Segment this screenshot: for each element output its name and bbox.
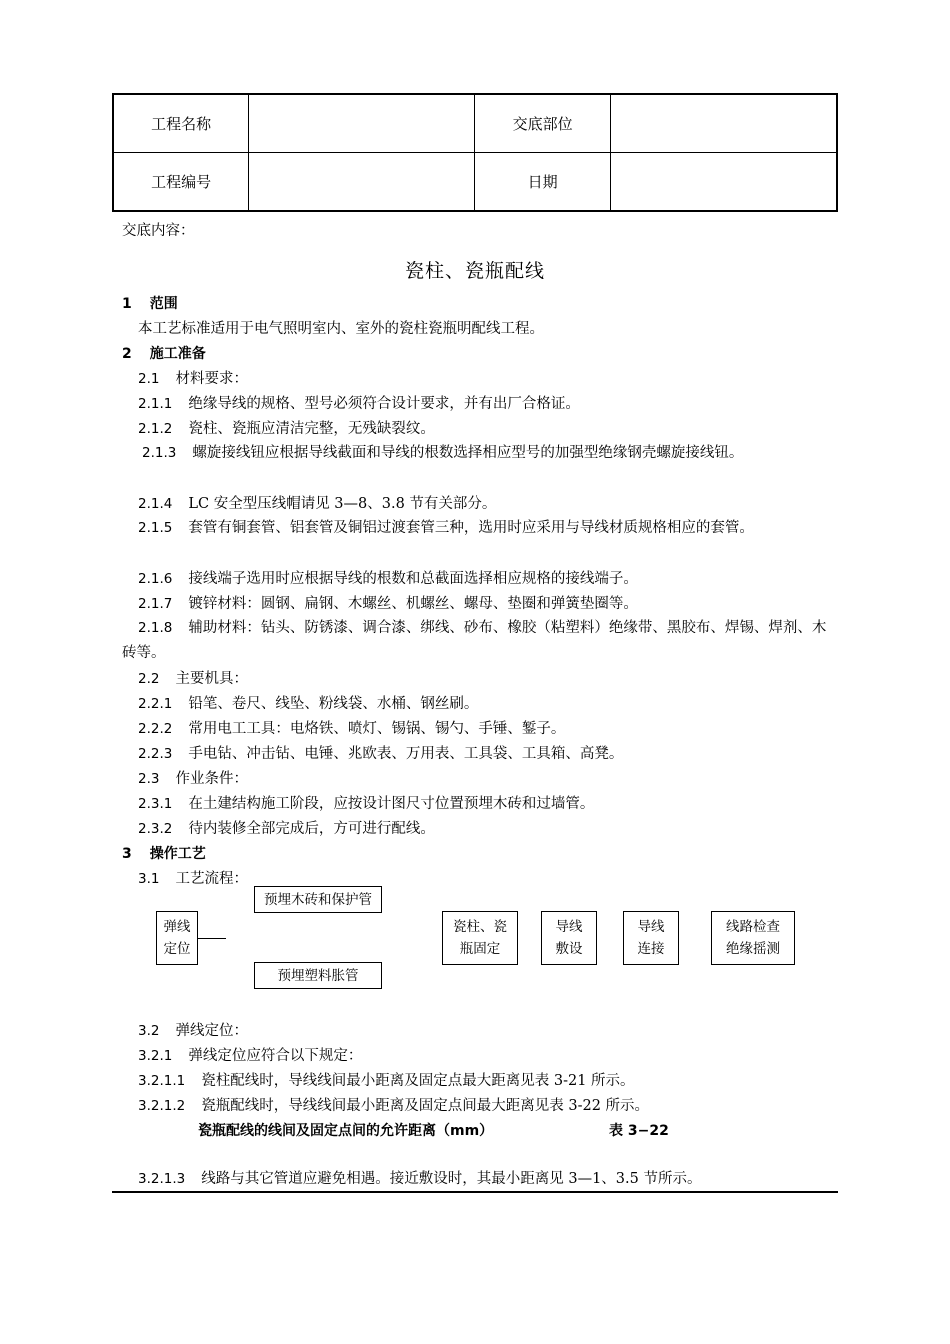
table-number: 表 3−22 <box>609 1123 669 1139</box>
clause-2-2-3: 2.2.3 手电钻、冲击钻、电锤、兆欧表、万用表、工具袋、工具箱、高凳。 <box>138 746 624 762</box>
document-title: 瓷柱、瓷瓶配线 <box>404 260 545 282</box>
section-title: 操作工艺 <box>149 846 206 862</box>
flow-box-embed-anchor: 预埋塑料胀管 <box>254 962 382 989</box>
clause-2-1-8: 2.1.8 辅助材料：钻头、防锈漆、调合漆、绑线、砂布、橡胶（粘塑料）绝缘带、黑胶布、焊锡、焊剂、木砖等。 <box>122 620 827 661</box>
bottom-divider <box>112 1191 838 1193</box>
section-title: 施工准备 <box>149 346 206 362</box>
clause-2-2: 2.2 主要机具： <box>138 671 248 687</box>
clause-3-2-1-1: 3.2.1.1 瓷柱配线时，导线线间最小距离及固定点最大距离见表 3-21 所示。 <box>138 1073 635 1089</box>
section-2-heading <box>122 344 206 364</box>
flow-box-line-test: 线路检查 绝缘摇测 <box>711 911 795 965</box>
clause-2-3: 2.3 作业条件： <box>138 771 248 787</box>
project-no-label: 工程编号 <box>113 153 249 212</box>
clause-2-1-2: 2.1.2 瓷柱、瓷瓶应清洁完整，无残缺裂纹。 <box>138 421 435 437</box>
handover-part-label: 交底部位 <box>474 94 610 153</box>
flow-box-embed-brick: 预埋木砖和保护管 <box>254 886 382 913</box>
clause-2-1-7: 2.1.7 镀锌材料：圆钢、扁钢、木螺丝、机螺丝、螺母、垫圈和弹簧垫圈等。 <box>138 596 638 612</box>
clause-2-3-2: 2.3.2 待内装修全部完成后，方可进行配线。 <box>138 821 435 837</box>
clause-3-2: 3.2 弹线定位： <box>138 1023 248 1039</box>
flow-box-insulator-fix: 瓷柱、瓷 瓶固定 <box>442 911 518 965</box>
clause-3-2-1-3: 3.2.1.3 线路与其它管道应避免相遇。接近敷设时，其最小距离见 3—1、3.5 节所示。 <box>138 1171 702 1187</box>
clause-2-1: 2.1 材料要求： <box>138 371 248 387</box>
clause-2-1-3: 2.1.3 螺旋接线钮应根据导线截面和导线的根数选择相应型号的加强型绝缘钢壳螺旋接线钮。 <box>142 445 744 461</box>
header-row-1 <box>113 94 837 153</box>
section-1-text: 本工艺标准适用于电气照明室内、室外的瓷柱瓷瓶明配线工程。 <box>138 321 544 337</box>
section-3-heading <box>122 844 206 864</box>
clause-3-2-1-2: 3.2.1.2 瓷瓶配线时，导线线间最小距离及固定点间最大距离见表 3-22 所示。 <box>138 1098 650 1114</box>
project-no-value <box>249 153 475 212</box>
clause-2-2-1: 2.2.1 铅笔、卷尺、线坠、粉线袋、水桶、钢丝刷。 <box>138 696 479 712</box>
flow-box-wire-lay: 导线 敷设 <box>541 911 597 965</box>
clause-2-1-6: 2.1.6 接线端子选用时应根据导线的根数和总截面选择相应规格的接线端子。 <box>138 571 638 587</box>
content-label: 交底内容： <box>122 223 195 239</box>
project-name-value <box>249 94 475 153</box>
flow-connector <box>198 938 226 939</box>
handover-part-value <box>611 94 837 153</box>
section-title: 范围 <box>149 296 178 312</box>
project-name-label: 工程名称 <box>113 94 249 153</box>
section-1-heading <box>122 294 178 314</box>
clause-2-1-4: 2.1.4 LC 安全型压线帽请见 3—8、3.8 节有关部分。 <box>138 496 497 512</box>
section-number: 3 <box>122 846 132 862</box>
clause-2-3-1: 2.3.1 在土建结构施工阶段，应按设计图尺寸位置预埋木砖和过墙管。 <box>138 796 595 812</box>
clause-3-1: 3.1 工艺流程： <box>138 871 248 887</box>
header-table <box>112 93 838 212</box>
flow-box-snap-line: 弹线 定位 <box>156 911 198 965</box>
flow-box-wire-connect: 导线 连接 <box>623 911 679 965</box>
date-label: 日期 <box>474 153 610 212</box>
table-caption: 瓷瓶配线的线间及固定点间的允许距离（mm） <box>198 1123 494 1139</box>
header-row-2 <box>113 153 837 212</box>
clause-2-2-2: 2.2.2 常用电工工具：电烙铁、喷灯、锡锅、锡勺、手锤、錾子。 <box>138 721 566 737</box>
clause-2-1-5: 2.1.5 套管有铜套管、铝套管及铜铝过渡套管三种，选用时应采用与导线材质规格相应的套管。 <box>138 520 754 536</box>
date-value <box>611 153 837 212</box>
section-number: 1 <box>122 296 132 312</box>
section-number: 2 <box>122 346 132 362</box>
clause-2-1-1: 2.1.1 绝缘导线的规格、型号必须符合设计要求，并有出厂合格证。 <box>138 396 580 412</box>
clause-3-2-1: 3.2.1 弹线定位应符合以下规定： <box>138 1048 363 1064</box>
